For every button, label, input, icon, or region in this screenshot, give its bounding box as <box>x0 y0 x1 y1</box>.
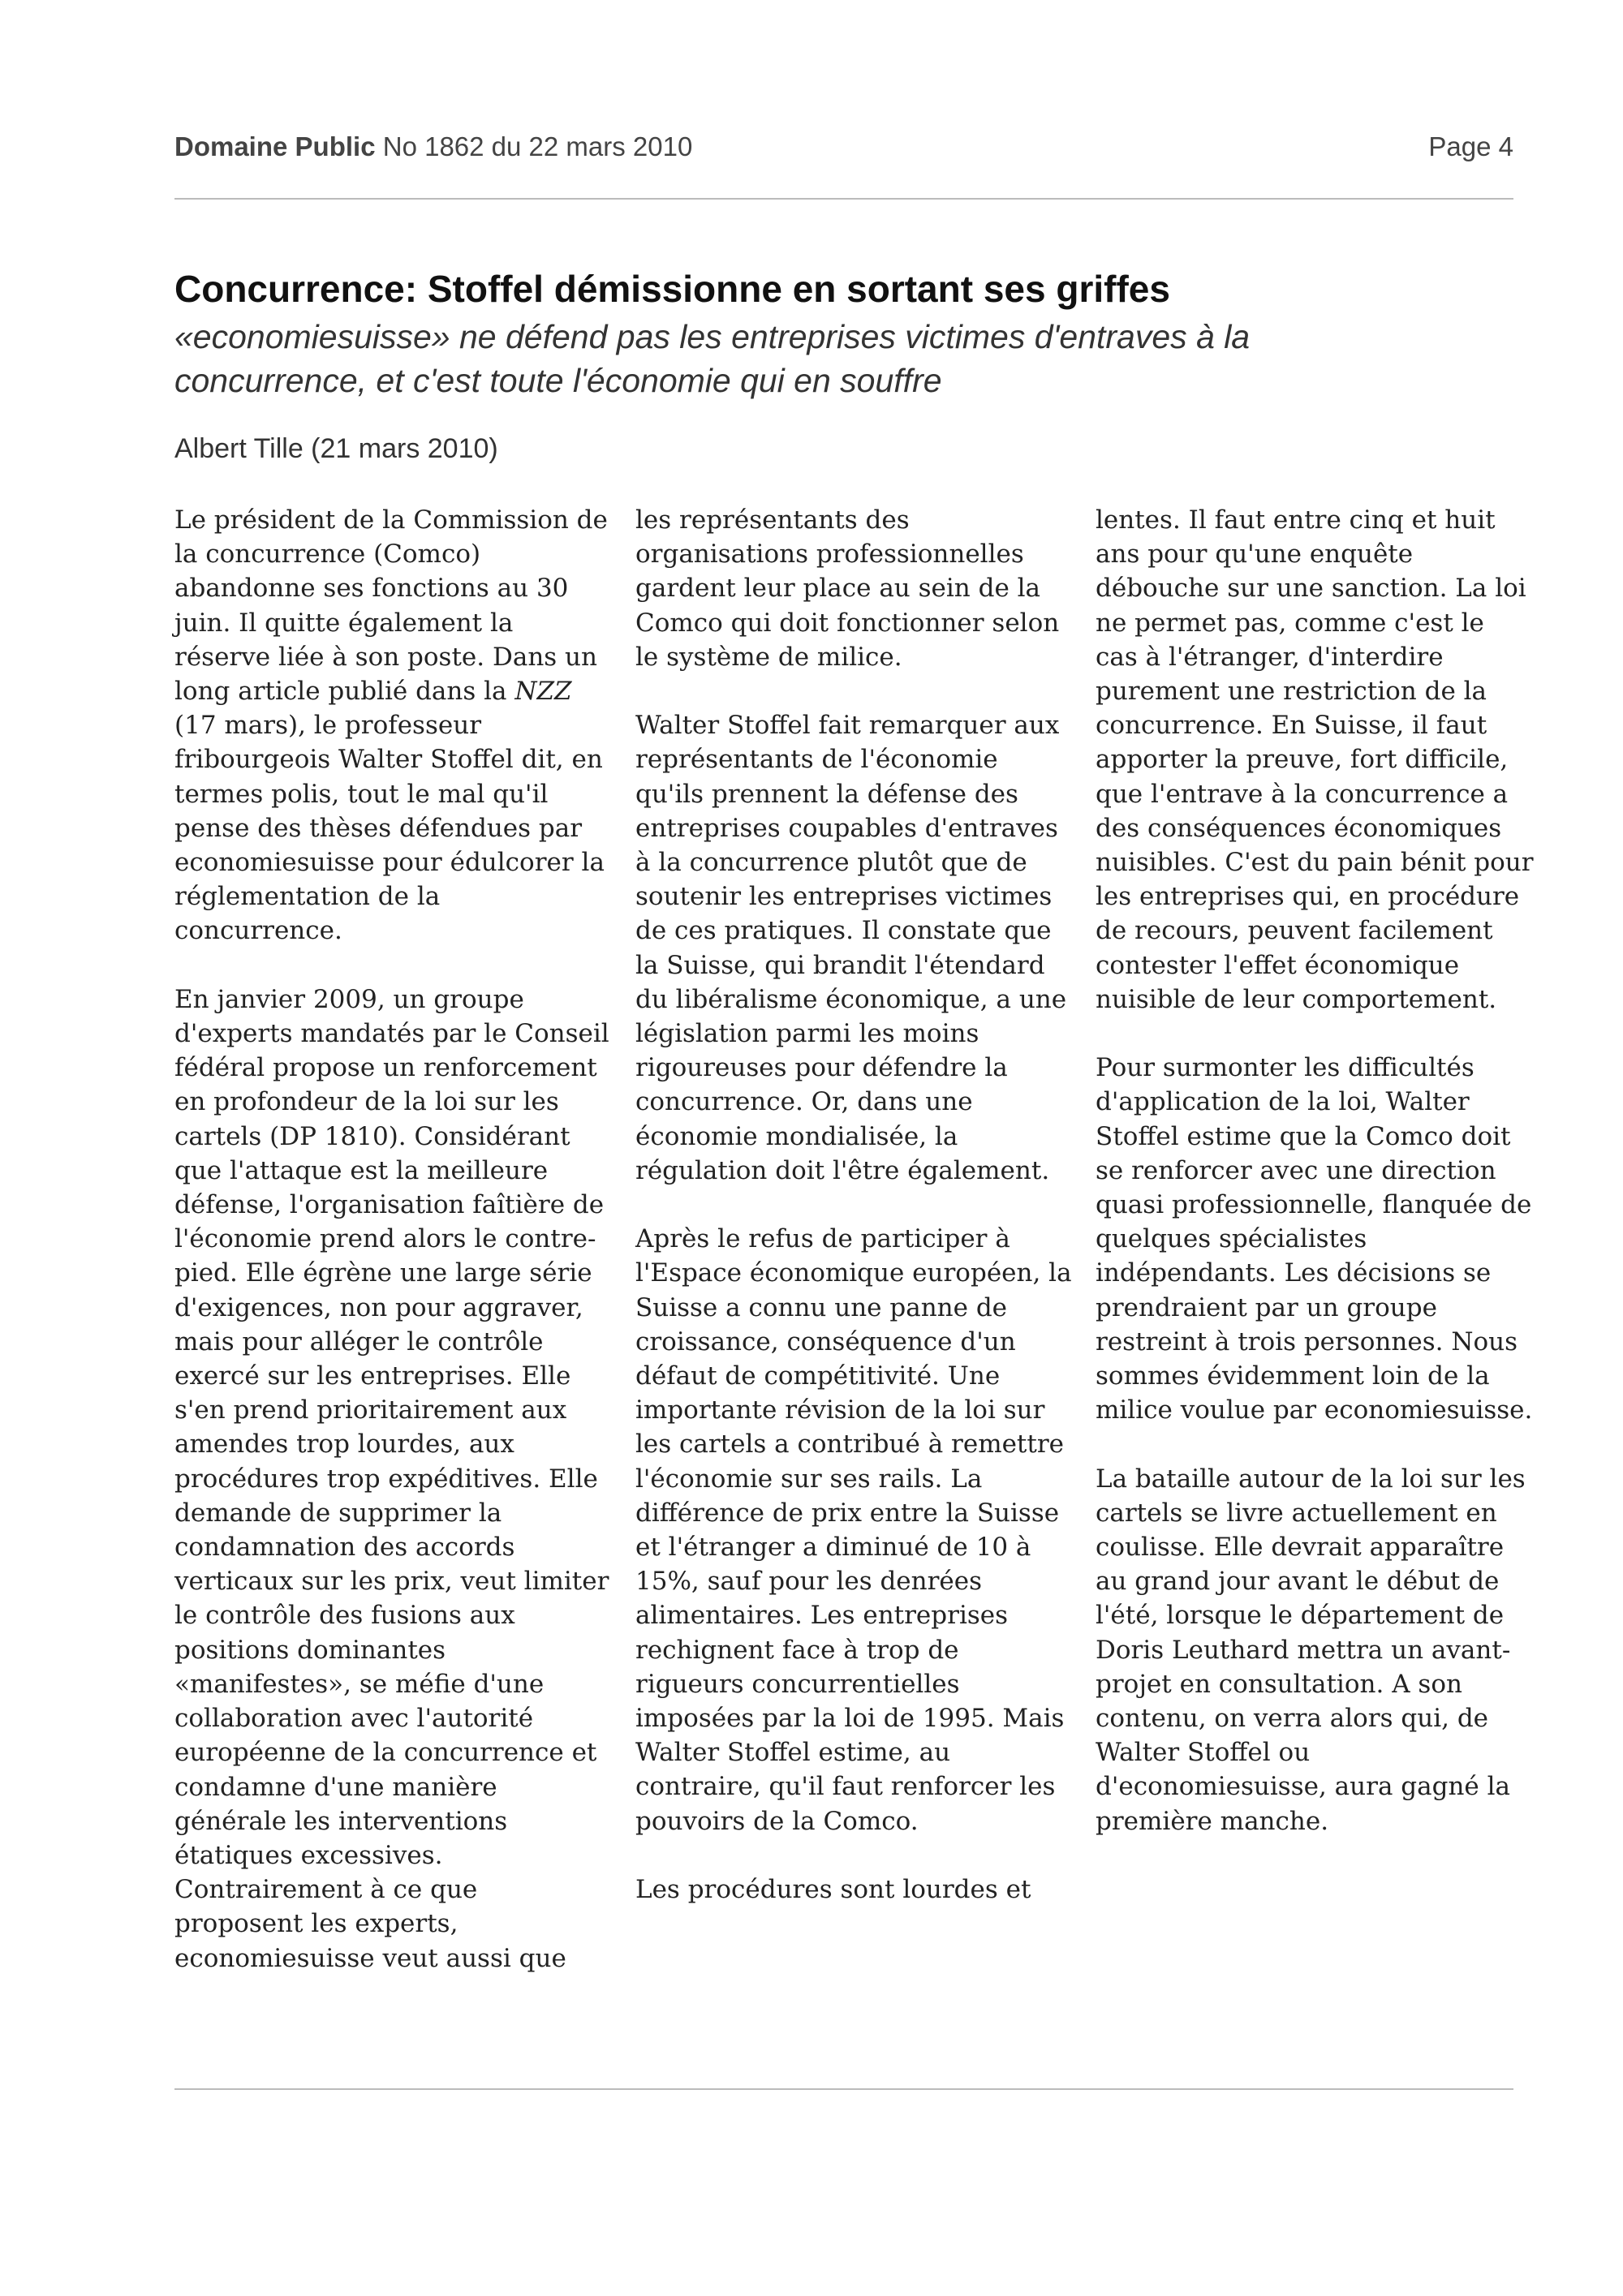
paragraph-1-end: (17 mars), le professeur fribourgeois Walter Stoffel dit, en termes polis, tout le mal qu'il pense des thèses défendues par economiesuisse pour édulcorer la réglementation de la concurrence. <box>174 711 605 946</box>
paragraph-3: Walter Stoffel fait remarquer aux représentants de l'économie qu'ils prennent la défense des entreprises coupables d'entraves à la concurrence plutôt que de soutenir les entreprises victimes de ces pratiques. Il constate que la Suisse, qui brandit l'étendard du libéralisme économique, a une législation parmi les moins rigoureuses pour défendre la concurrence. Or, dans une économie mondialisée, la régulation doit l'être également. <box>635 711 1067 1185</box>
article-byline: Albert Tille (21 mars 2010) <box>174 433 498 464</box>
article-column-2 <box>635 503 1074 1941</box>
article-title: Concurrence: Stoffel démissionne en sortant ses griffes <box>174 268 1170 310</box>
paragraph-5-part-2: lentes. Il faut entre cinq et huit ans pour qu'une enquête débouche sur une sanction. La loi ne permet pas, comme c'est le cas à l'étranger, d'interdire purement une restriction de la concurrence. En Suisse, il faut apporter la preuve, fort difficile, que l'entrave à la concurrence a des conséquences économiques nuisibles. C'est du pain bénit pour les entreprises qui, en procédure de recours, peuvent facilement contester l'effet économique nuisible de leur comportement. <box>1096 505 1534 1014</box>
header-divider <box>174 198 1513 200</box>
paragraph-6: Pour surmonter les difficultés d'application de la loi, Walter Stoffel estime que la Comco doit se renforcer avec une direction quasi professionnelle, flanquée de quelques spécialistes indépendants. Les décisions se prendraient par un groupe restreint à trois personnes. Nous sommes évidemment loin de la milice voulue par economiesuisse. <box>1096 1053 1533 1425</box>
paragraph-2-part-2: les représentants des organisations professionnelles gardent leur place au sein de la Comco qui doit fonctionner selon le système de milice. <box>635 505 1060 672</box>
paragraph-2-part-1: En janvier 2009, un groupe d'experts mandatés par le Conseil fédéral propose un renforcement en profondeur de la loi sur les cartels (DP 1810). Considérant que l'attaque est la meilleure défense, l'organisation faîtière de l'économie prend alors le contre-pied. Elle égrène une large série d'exigences, non pour aggraver, mais pour alléger le contrôle exercé sur les entreprises. Elle s'en prend prioritairement aux amendes trop lourdes, aux procédures trop expéditives. Elle demande de supprimer la condamnation des accords verticaux sur les prix, veut limiter le contrôle des fusions aux positions dominantes «manifestes», se méfie d'une collaboration avec l'autorité européenne de la concurrence et condamne d'une manière générale les interventions étatiques excessives. Contrairement à ce que proposent les experts, economiesuisse veut aussi que <box>174 984 609 1973</box>
paragraph-1 <box>174 503 613 948</box>
article-subtitle: «economiesuisse» ne défend pas les entreprises victimes d'entraves à la concurrence, et c'est toute l'économie qui en souffre <box>174 318 1251 399</box>
issue-info: No 1862 du 22 mars 2010 <box>382 131 693 161</box>
nzz-reference: NZZ <box>514 677 572 707</box>
article-column-3 <box>1096 503 1534 1872</box>
paragraph-5-part-1: Les procédures sont lourdes et <box>635 1875 1031 1905</box>
paragraph-7: La bataille autour de la loi sur les cartels se livre actuellement en coulisse. Elle devrait apparaître au grand jour avant le début de l'été, lorsque le département de Doris Leuthard mettra un avant-projet en consultation. A son contenu, on verra alors qui, de Walter Stoffel ou d'economiesuisse, aura gagné la première manche. <box>1096 1464 1526 1836</box>
footer-divider <box>174 2088 1513 2090</box>
paragraph-4: Après le refus de participer à l'Espace économique européen, la Suisse a connu une panne de croissance, conséquence d'un défaut de compétitivité. Une importante révision de la loi sur les cartels a contribué à remettre l'économie sur ses rails. La différence de prix entre la Suisse et l'étranger a diminué de 10 à 15%, sauf pour les denrées alimentaires. Les entreprises rechignent face à trop de rigueurs concurrentielles imposées par la loi de 1995. Mais Walter Stoffel estime, au contraire, qu'il faut renforcer les pouvoirs de la Comco. <box>635 1224 1072 1836</box>
page-header <box>174 131 1513 167</box>
paragraph-1-start: Le président de la Commission de la concurrence (Comco) abandonne ses fonctions au 30 juin. Il quitte également la réserve liée à son poste. Dans un long article publié dans la <box>174 505 608 707</box>
publication-name: Domaine Public <box>174 131 376 161</box>
article-column-1 <box>174 503 613 2010</box>
page-number: Page 4 <box>1428 131 1513 161</box>
